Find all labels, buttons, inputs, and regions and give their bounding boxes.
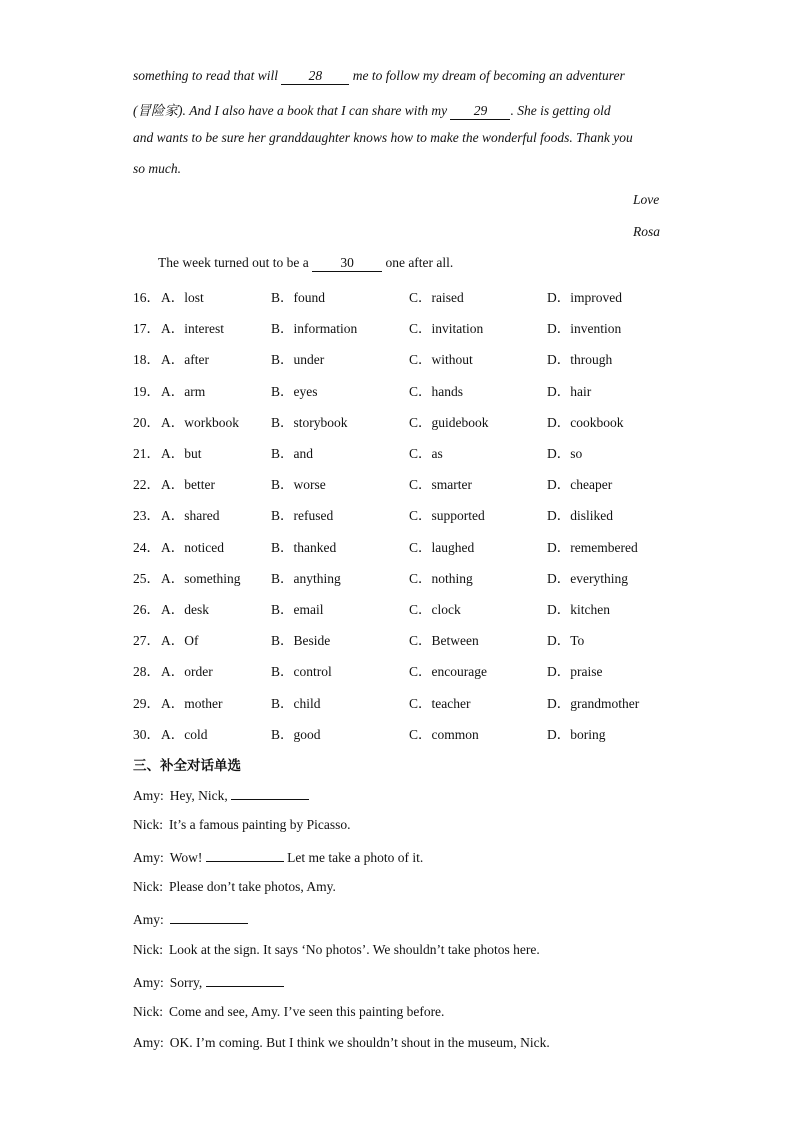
- option-b[interactable]: B．storybook: [271, 414, 348, 430]
- question-number: 17．: [133, 321, 160, 337]
- question-number: 30．: [133, 726, 160, 742]
- question-number: 29．: [133, 695, 160, 711]
- dialogue-text: OK. I’m coming. But I think we shouldn’t shout in the museum, Nick.: [169, 1034, 550, 1050]
- dialogue-line: [133, 786, 309, 804]
- option-d[interactable]: D．invention: [547, 321, 622, 337]
- dialogue-line: [133, 1004, 444, 1020]
- option-c[interactable]: C．without: [409, 352, 473, 368]
- option-a[interactable]: A．shared: [161, 508, 220, 524]
- option-a[interactable]: A．Of: [161, 633, 199, 649]
- option-d[interactable]: D．remembered: [547, 539, 638, 555]
- option-c[interactable]: C．clock: [409, 602, 461, 617]
- text: me to follow my dream of becoming an adventurer: [349, 68, 625, 83]
- option-d[interactable]: D．hair: [547, 383, 592, 399]
- dialogue-text: Wow!: [169, 850, 206, 866]
- dialogue-line: [133, 879, 336, 895]
- option-d[interactable]: D．To: [547, 633, 585, 649]
- speaker-name: Amy:: [133, 850, 164, 866]
- option-b[interactable]: B．under: [271, 352, 325, 368]
- option-b[interactable]: B．anything: [271, 570, 341, 586]
- question-number: 23．: [133, 508, 160, 524]
- option-d[interactable]: D．cheaper: [547, 477, 613, 493]
- passage-line-4: so much.: [133, 161, 181, 176]
- option-c[interactable]: C．raised: [409, 290, 464, 305]
- option-c[interactable]: C．smarter: [409, 477, 472, 493]
- option-c[interactable]: C．Between: [409, 633, 479, 649]
- option-c[interactable]: C．hands: [409, 383, 463, 399]
- answer-blank[interactable]: [170, 910, 248, 924]
- option-a[interactable]: A．mother: [161, 695, 223, 711]
- dialogue-text: Sorry,: [169, 974, 206, 990]
- option-c[interactable]: C．guidebook: [409, 414, 489, 430]
- speaker-name: Amy:: [133, 788, 164, 803]
- option-c[interactable]: C．encourage: [409, 664, 487, 680]
- answer-blank[interactable]: [206, 848, 284, 862]
- option-d[interactable]: D．kitchen: [547, 602, 610, 617]
- option-b[interactable]: B．found: [271, 290, 325, 305]
- option-d[interactable]: D．boring: [547, 726, 606, 742]
- option-c[interactable]: C．nothing: [409, 570, 473, 586]
- option-b[interactable]: B．control: [271, 664, 332, 680]
- question-number: 22．: [133, 477, 160, 493]
- text: something to read that will: [133, 68, 282, 83]
- speaker-name: Nick:: [133, 941, 163, 957]
- option-b[interactable]: B．eyes: [271, 383, 318, 399]
- dialogue-text: Come and see, Amy. I’ve seen this painting before.: [169, 1003, 445, 1019]
- option-d[interactable]: D．everything: [547, 570, 628, 586]
- question-number: 19．: [133, 383, 160, 399]
- text: (冒险家). And I also have a book that I can share with my: [133, 103, 451, 118]
- answer-blank[interactable]: [231, 786, 309, 800]
- option-c[interactable]: C．teacher: [409, 695, 471, 711]
- section-heading: 三、补全对话单选: [133, 758, 241, 774]
- dialogue-line: [133, 973, 284, 991]
- answer-blank[interactable]: [206, 973, 284, 987]
- option-b[interactable]: B．good: [271, 726, 321, 742]
- question-number: 21．: [133, 446, 160, 461]
- dialogue-line: [133, 848, 423, 866]
- option-a[interactable]: A．desk: [161, 602, 209, 617]
- option-d[interactable]: D．so: [547, 446, 583, 461]
- option-a[interactable]: A．but: [161, 446, 202, 461]
- sign-love: Love: [633, 192, 660, 207]
- text: The week turned out to be a: [158, 255, 313, 270]
- speaker-name: Amy:: [133, 974, 164, 990]
- question-number: 25．: [133, 570, 160, 586]
- question-number: 24．: [133, 539, 160, 555]
- question-number: 16．: [133, 290, 160, 305]
- passage-line-5: [158, 255, 453, 272]
- option-a[interactable]: A．something: [161, 570, 241, 586]
- option-a[interactable]: A．workbook: [161, 414, 239, 430]
- option-c[interactable]: C．laughed: [409, 539, 475, 555]
- option-a[interactable]: A．noticed: [161, 539, 224, 555]
- question-number: 26．: [133, 602, 160, 617]
- option-d[interactable]: D．cookbook: [547, 414, 624, 430]
- passage-line-2: [133, 99, 611, 120]
- dialogue-text: It’s a famous painting by Picasso.: [169, 817, 351, 833]
- question-number: 27．: [133, 633, 160, 649]
- speaker-name: Nick:: [133, 817, 163, 833]
- option-d[interactable]: D．praise: [547, 664, 603, 680]
- option-b[interactable]: B．Beside: [271, 633, 331, 649]
- option-d[interactable]: D．disliked: [547, 508, 613, 524]
- option-b[interactable]: B．and: [271, 446, 313, 461]
- option-a[interactable]: A．lost: [161, 290, 204, 305]
- dialogue-text: Hey, Nick,: [169, 788, 232, 803]
- option-a[interactable]: A．after: [161, 352, 209, 368]
- speaker-name: Amy:: [133, 1034, 164, 1050]
- dialogue-text: Please don’t take photos, Amy.: [169, 879, 336, 895]
- option-d[interactable]: D．through: [547, 352, 613, 368]
- dialogue-line: [133, 1035, 550, 1051]
- dialogue-text: Let me take a photo of it.: [283, 850, 424, 866]
- sign-name: Rosa: [633, 224, 660, 239]
- option-c[interactable]: C．supported: [409, 508, 485, 524]
- option-a[interactable]: A．arm: [161, 383, 206, 399]
- blank-28: 28: [281, 69, 349, 85]
- text: . She is getting old: [510, 103, 611, 118]
- dialogue-line: [133, 942, 540, 958]
- passage-line-1: [133, 68, 625, 85]
- blank-30: 30: [312, 256, 382, 272]
- question-number: 18．: [133, 352, 160, 368]
- option-c[interactable]: C．common: [409, 726, 479, 742]
- option-a[interactable]: A．cold: [161, 726, 208, 742]
- text: one after all.: [382, 255, 454, 270]
- speaker-name: Nick:: [133, 1003, 163, 1019]
- option-b[interactable]: B．information: [271, 321, 358, 337]
- option-c[interactable]: C．invitation: [409, 321, 484, 337]
- passage-line-3: and wants to be sure her granddaughter knows how to make the wonderful foods. Thank you: [133, 130, 633, 145]
- speaker-name: Nick:: [133, 879, 163, 895]
- dialogue-line: [133, 910, 248, 928]
- option-b[interactable]: B．email: [271, 602, 324, 617]
- option-d[interactable]: D．grandmother: [547, 695, 640, 711]
- option-b[interactable]: B．worse: [271, 477, 326, 493]
- option-b[interactable]: B．refused: [271, 508, 334, 524]
- question-number: 28．: [133, 664, 160, 680]
- option-a[interactable]: A．order: [161, 664, 213, 680]
- option-a[interactable]: A．better: [161, 477, 215, 493]
- option-b[interactable]: B．child: [271, 695, 321, 711]
- blank-29: 29: [450, 104, 510, 120]
- option-c[interactable]: C．as: [409, 446, 443, 461]
- speaker-name: Amy:: [133, 912, 164, 928]
- option-b[interactable]: B．thanked: [271, 539, 337, 555]
- question-number: 20．: [133, 414, 160, 430]
- dialogue-text: Look at the sign. It says ‘No photos’. We shouldn’t take photos here.: [169, 941, 540, 957]
- option-a[interactable]: A．interest: [161, 321, 224, 337]
- dialogue-line: [133, 817, 350, 833]
- option-d[interactable]: D．improved: [547, 290, 622, 305]
